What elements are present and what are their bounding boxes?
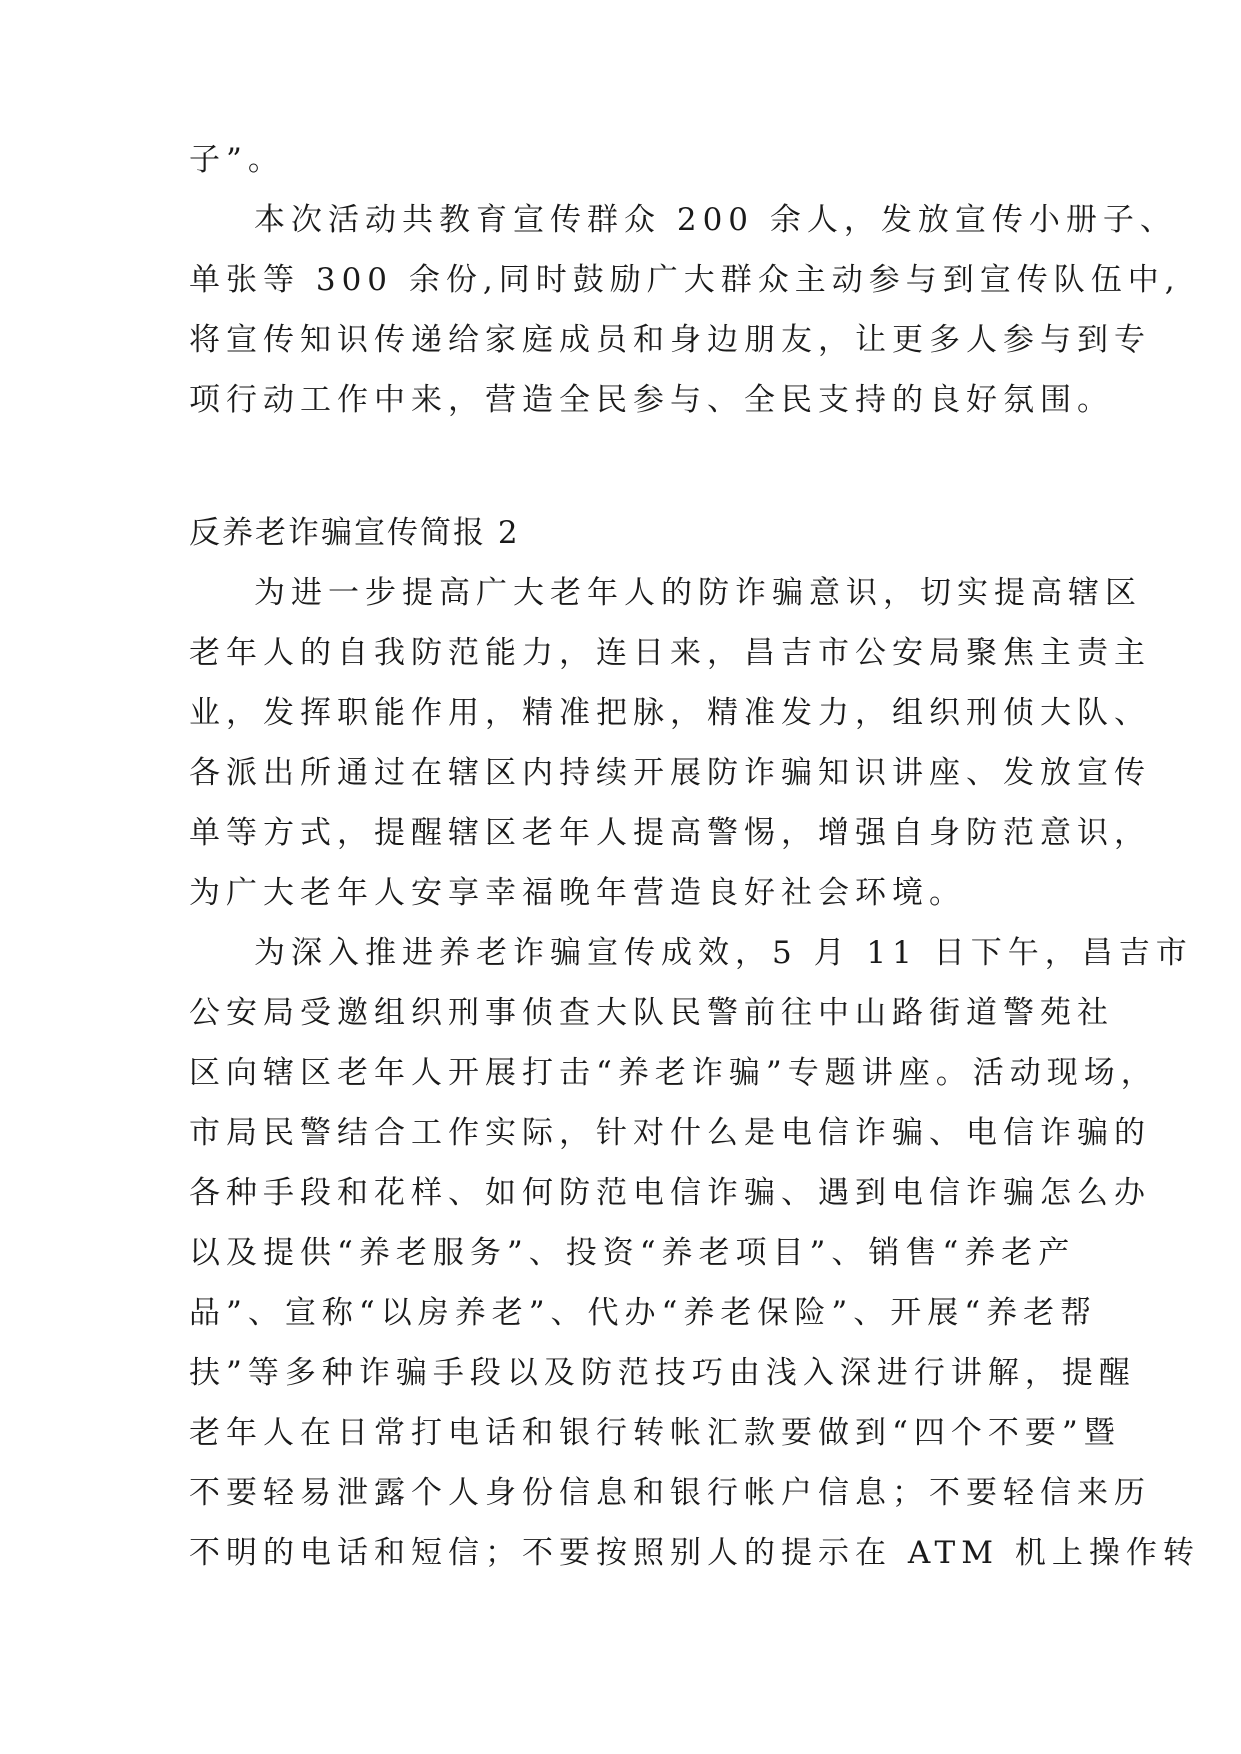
text-line: 本次活动共教育宣传群众 200 余人，发放宣传小册子、 [254,202,1177,238]
text-line: 品”、宣称“以房养老”、代办“养老保险”、开展“养老帮 [189,1295,1098,1331]
text-line: 为进一步提高广大老年人的防诈骗意识，切实提高辖区 [254,575,1142,611]
text-line: 各派出所通过在辖区内持续开展防诈骗知识讲座、发放宣传 [189,755,1151,791]
text-line: 单张等 300 余份,同时鼓励广大群众主动参与到宣传队伍中, [189,262,1181,298]
text-line: 单等方式，提醒辖区老年人提高警惕，增强自身防范意识， [189,815,1151,851]
text-line: 将宣传知识传递给家庭成员和身边朋友，让更多人参与到专 [189,322,1151,358]
text-line: 扶”等多种诈骗手段以及防范技巧由浅入深进行讲解，提醒 [189,1355,1136,1391]
text-line: 项行动工作中来，营造全民参与、全民支持的良好氛围。 [189,382,1114,418]
text-line: 以及提供“养老服务”、投资“养老项目”、销售“养老产 [189,1235,1076,1271]
text-line: 区向辖区老年人开展打击“养老诈骗”专题讲座。活动现场， [189,1055,1158,1091]
text-line: 子”。 [189,142,285,178]
text-line: 为深入推进养老诈骗宣传成效，5 月 11 日下午，昌吉市 [254,935,1193,971]
text-line: 市局民警结合工作实际，针对什么是电信诈骗、电信诈骗的 [189,1115,1151,1151]
section-heading: 反养老诈骗宣传简报 2 [189,515,520,551]
text-line: 老年人的自我防范能力，连日来，昌吉市公安局聚焦主责主 [189,635,1151,671]
text-line: 业，发挥职能作用，精准把脉，精准发力，组织刑侦大队、 [189,695,1151,731]
text-line: 为广大老年人安享幸福晚年营造良好社会环境。 [189,875,966,911]
text-line: 不明的电话和短信；不要按照别人的提示在 ATM 机上操作转 [189,1535,1200,1571]
text-line: 不要轻易泄露个人身份信息和银行帐户信息；不要轻信来历 [189,1475,1151,1511]
text-line: 老年人在日常打电话和银行转帐汇款要做到“四个不要”暨 [189,1415,1121,1451]
text-line: 各种手段和花样、如何防范电信诈骗、遇到电信诈骗怎么办 [189,1175,1151,1211]
text-line: 公安局受邀组织刑事侦查大队民警前往中山路街道警苑社 [189,995,1114,1031]
